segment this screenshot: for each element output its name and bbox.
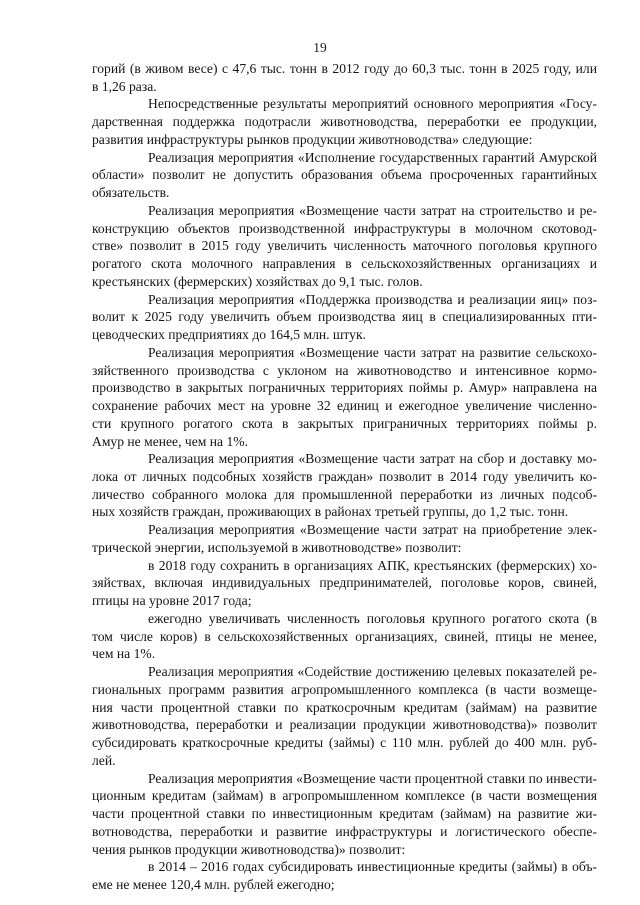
text-line: гиональных программ развития агропромышленного комплекса (в части возмеще-: [92, 682, 597, 697]
text-line: животноводства, переработки и реализации продукции животноводства)» позволит: [92, 717, 597, 732]
text-line: Реализация мероприятия «Исполнение государственных гарантий Амурской: [148, 150, 597, 165]
text-line: ных хозяйств граждан, проживающих в районах третьей группы, до 1,2 тыс. тонн.: [92, 504, 569, 519]
text-line: рогатого скота молочного направления в сельскохозяйственных организациях и: [92, 256, 597, 271]
text-line: лей.: [92, 753, 116, 768]
text-line: конструкцию объектов производственной инфраструктуры в молочном скотовод-: [92, 221, 597, 236]
text-line: сохранение рабочих мест на уровне 32 единиц и ежегодное увеличение численно-: [92, 398, 597, 413]
text-line: сти крупного рогатого скота в закрытых приграничных территориях поймы р.: [92, 416, 597, 431]
text-line: Непосредственные результаты мероприятий основного мероприятия «Госу-: [148, 96, 597, 111]
text-line: дарственная поддержка подотрасли животноводства, переработки ее продукции,: [92, 114, 597, 129]
text-line: еме не менее 120,4 млн. рублей ежегодно;: [92, 877, 335, 892]
text-line: горий (в живом весе) с 47,6 тыс. тонн в 2012 году до 60,3 тыс. тонн в 2025 году, или: [92, 61, 597, 76]
page-number: 19: [313, 40, 327, 55]
text-line: птицы на уровне 2017 года;: [92, 593, 252, 608]
text-line: Реализация мероприятия «Содействие достижению целевых показателей ре-: [148, 664, 597, 679]
text-line: зяйственного производства с уклоном на животноводство и интенсивное кормо-: [92, 363, 597, 378]
text-line: вотноводства, переработки и развитие инфраструктуры и логистического обеспе-: [92, 824, 597, 839]
text-line: крестьянских (фермерских) хозяйствах до 9,1 тыс. голов.: [92, 274, 423, 289]
text-line: ционным кредитам (займам) в агропромышленном комплексе (в части возмещения: [92, 788, 597, 803]
text-line: части процентной ставки по инвестиционным кредитам (займам) на развитие жи-: [92, 806, 597, 821]
text-line: Реализация мероприятия «Возмещение части затрат на приобретение элек-: [148, 522, 597, 537]
text-line: области» позволит не допустить образования объема просроченных гарантийных: [92, 167, 597, 182]
text-line: производство в закрытых пограничных территориях поймы р. Амур» направлена на: [92, 380, 597, 395]
text-line: обязательств.: [92, 185, 170, 200]
text-line: трической энергии, используемой в животноводстве» позволит:: [92, 540, 462, 555]
text-line: ния части процентной ставки по краткосрочным кредитам (займам) на развитие: [92, 700, 597, 715]
text-line: субсидировать краткосрочные кредиты (займы) с 110 млн. рублей до 400 млн. руб-: [92, 735, 597, 750]
text-line: стве» позволит в 2015 году увеличить численность маточного поголовья крупного: [92, 238, 597, 253]
text-line: ежегодно увеличивать численность поголовья крупного рогатого скота (в: [148, 611, 597, 626]
text-line: Реализация мероприятия «Возмещение части процентной ставки по инвести-: [148, 771, 597, 786]
text-line: в 2014 – 2016 годах субсидировать инвестиционные кредиты (займы) в объ-: [148, 859, 597, 874]
text-line: Реализация мероприятия «Возмещение части затрат на сбор и доставку мо-: [148, 451, 597, 466]
text-line: лока от личных подсобных хозяйств граждан» позволит в 2014 году увеличить ко-: [92, 469, 597, 484]
text-line: Реализация мероприятия «Поддержка производства и реализации яиц» поз-: [148, 292, 597, 307]
text-line: Реализация мероприятия «Возмещение части затрат на строительство и ре-: [148, 203, 597, 218]
text-line: личество собранного молока для промышленной переработки из личных подсоб-: [92, 487, 597, 502]
text-line: Амур не менее, чем на 1%.: [92, 434, 248, 449]
text-line: в 1,26 раза.: [92, 79, 157, 94]
text-line: том числе коров) в сельскохозяйственных организациях, свиней, птицы не менее,: [92, 629, 597, 644]
text-line: зяйствах, включая индивидуальных предпринимателей, поголовье коров, свиней,: [92, 575, 597, 590]
text-line: волит к 2025 году увеличить объем производства яиц в специализированных пти-: [92, 309, 597, 324]
text-line: цеводческих предприятиях до 164,5 млн. штук.: [92, 327, 366, 342]
text-line: развития инфраструктуры рынков продукции животноводства» следующие:: [92, 132, 533, 147]
text-line: Реализация мероприятия «Возмещение части затрат на развитие сельскохо-: [148, 345, 597, 360]
text-line: чем на 1%.: [92, 646, 156, 661]
text-line: чения рынков продукции животноводства)» позволит:: [92, 842, 406, 857]
text-line: в 2018 году сохранить в организациях АПК, крестьянских (фермерских) хо-: [148, 558, 597, 573]
